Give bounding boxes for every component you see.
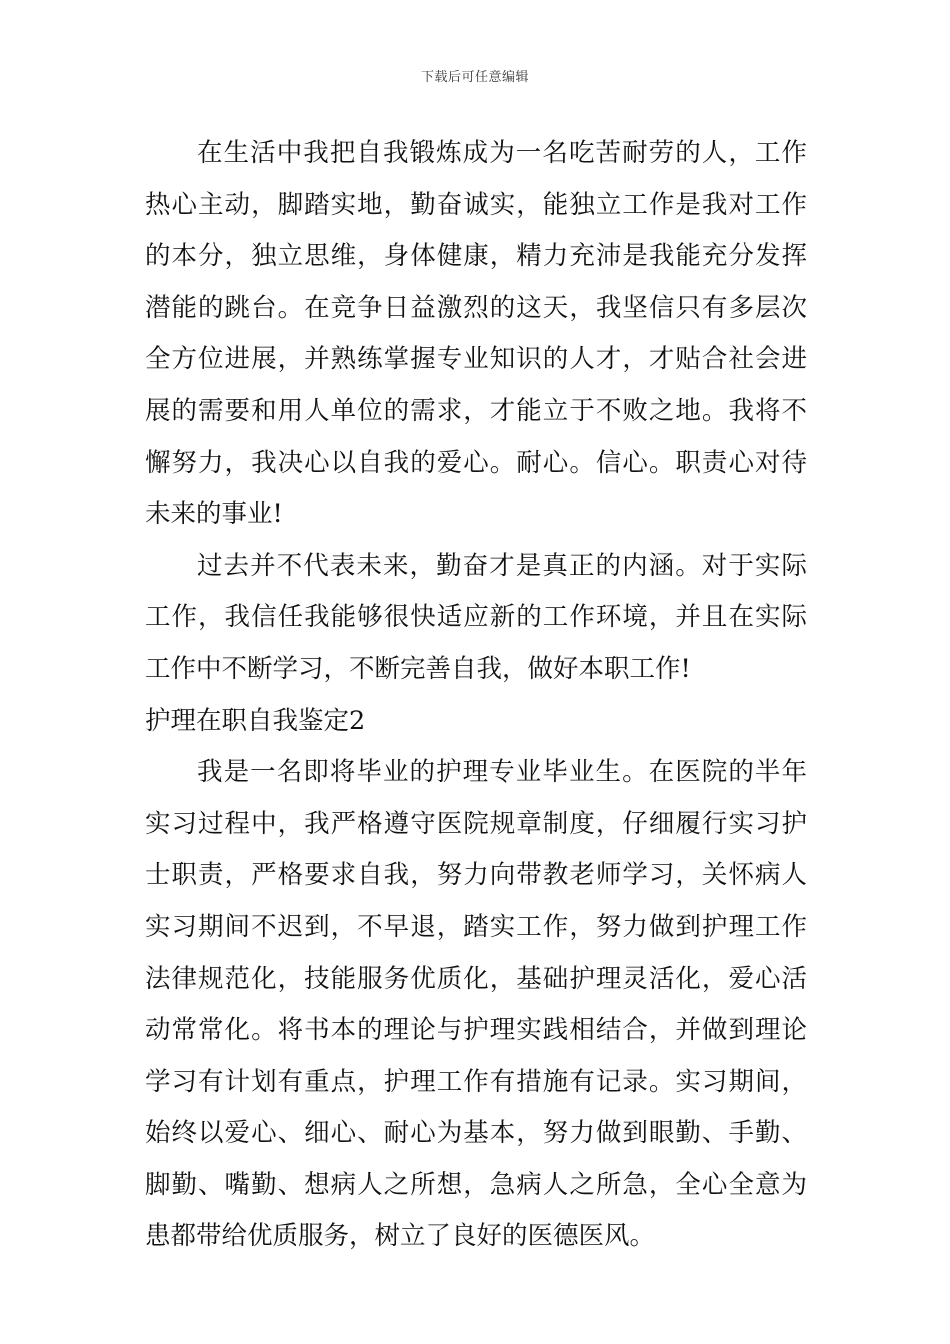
text-line: 工作中不断学习，不断完善自我，做好本职工作! <box>145 653 691 684</box>
text-line: 过去并不代表未来，勤奋才是真正的内涵。对于实际 <box>197 550 807 581</box>
text-line: 热心主动，脚踏实地，勤奋诚实，能独立工作是我对工作 <box>145 189 807 220</box>
header-note: 下载后可任意编辑 <box>420 70 529 85</box>
text-line: 动常常化。将书本的理论与护理实践相结合，并做到理论 <box>145 1015 807 1046</box>
text-line: 未来的事业! <box>145 499 283 530</box>
text-line: 我是一名即将毕业的护理专业毕业生。在医院的半年 <box>197 757 807 788</box>
text-line: 潜能的跳台。在竞争日益激烈的这天，我坚信只有多层次 <box>145 292 807 323</box>
text-line: 展的需要和用人单位的需求，才能立于不败之地。我将不 <box>145 395 807 426</box>
text-line: 懈努力，我决心以自我的爱心。耐心。信心。职责心对待 <box>145 447 807 478</box>
text-line: 在生活中我把自我锻炼成为一名吃苦耐劳的人，工作 <box>197 138 807 168</box>
text-line: 患都带给优质服务，树立了良好的医德医风。 <box>145 1221 656 1252</box>
text-line: 实习过程中，我严格遵守医院规章制度，仔细履行实习护 <box>145 808 807 839</box>
section-heading: 护理在职自我鉴定2 <box>145 705 366 736</box>
text-line: 全方位进展，并熟练掌握专业知识的人才，才贴合社会进 <box>145 344 807 375</box>
text-line: 的本分，独立思维，身体健康，精力充沛是我能充分发挥 <box>145 241 807 272</box>
document-body <box>145 128 807 1263</box>
text-line: 士职责，严格要求自我，努力向带教老师学习，关怀病人 <box>145 860 807 891</box>
text-line: 学习有计划有重点，护理工作有措施有记录。实习期间， <box>145 1066 807 1097</box>
text-line: 脚勤、嘴勤、想病人之所想，急病人之所急，全心全意为 <box>145 1169 807 1200</box>
text-line: 法律规范化，技能服务优质化，基础护理灵活化，爱心活 <box>145 963 807 994</box>
text-line: 工作，我信任我能够很快适应新的工作环境，并且在实际 <box>145 602 807 633</box>
text-line: 始终以爱心、细心、耐心为基本，努力做到眼勤、手勤、 <box>145 1118 807 1149</box>
text-line: 实习期间不迟到，不早退，踏实工作，努力做到护理工作 <box>145 911 807 942</box>
